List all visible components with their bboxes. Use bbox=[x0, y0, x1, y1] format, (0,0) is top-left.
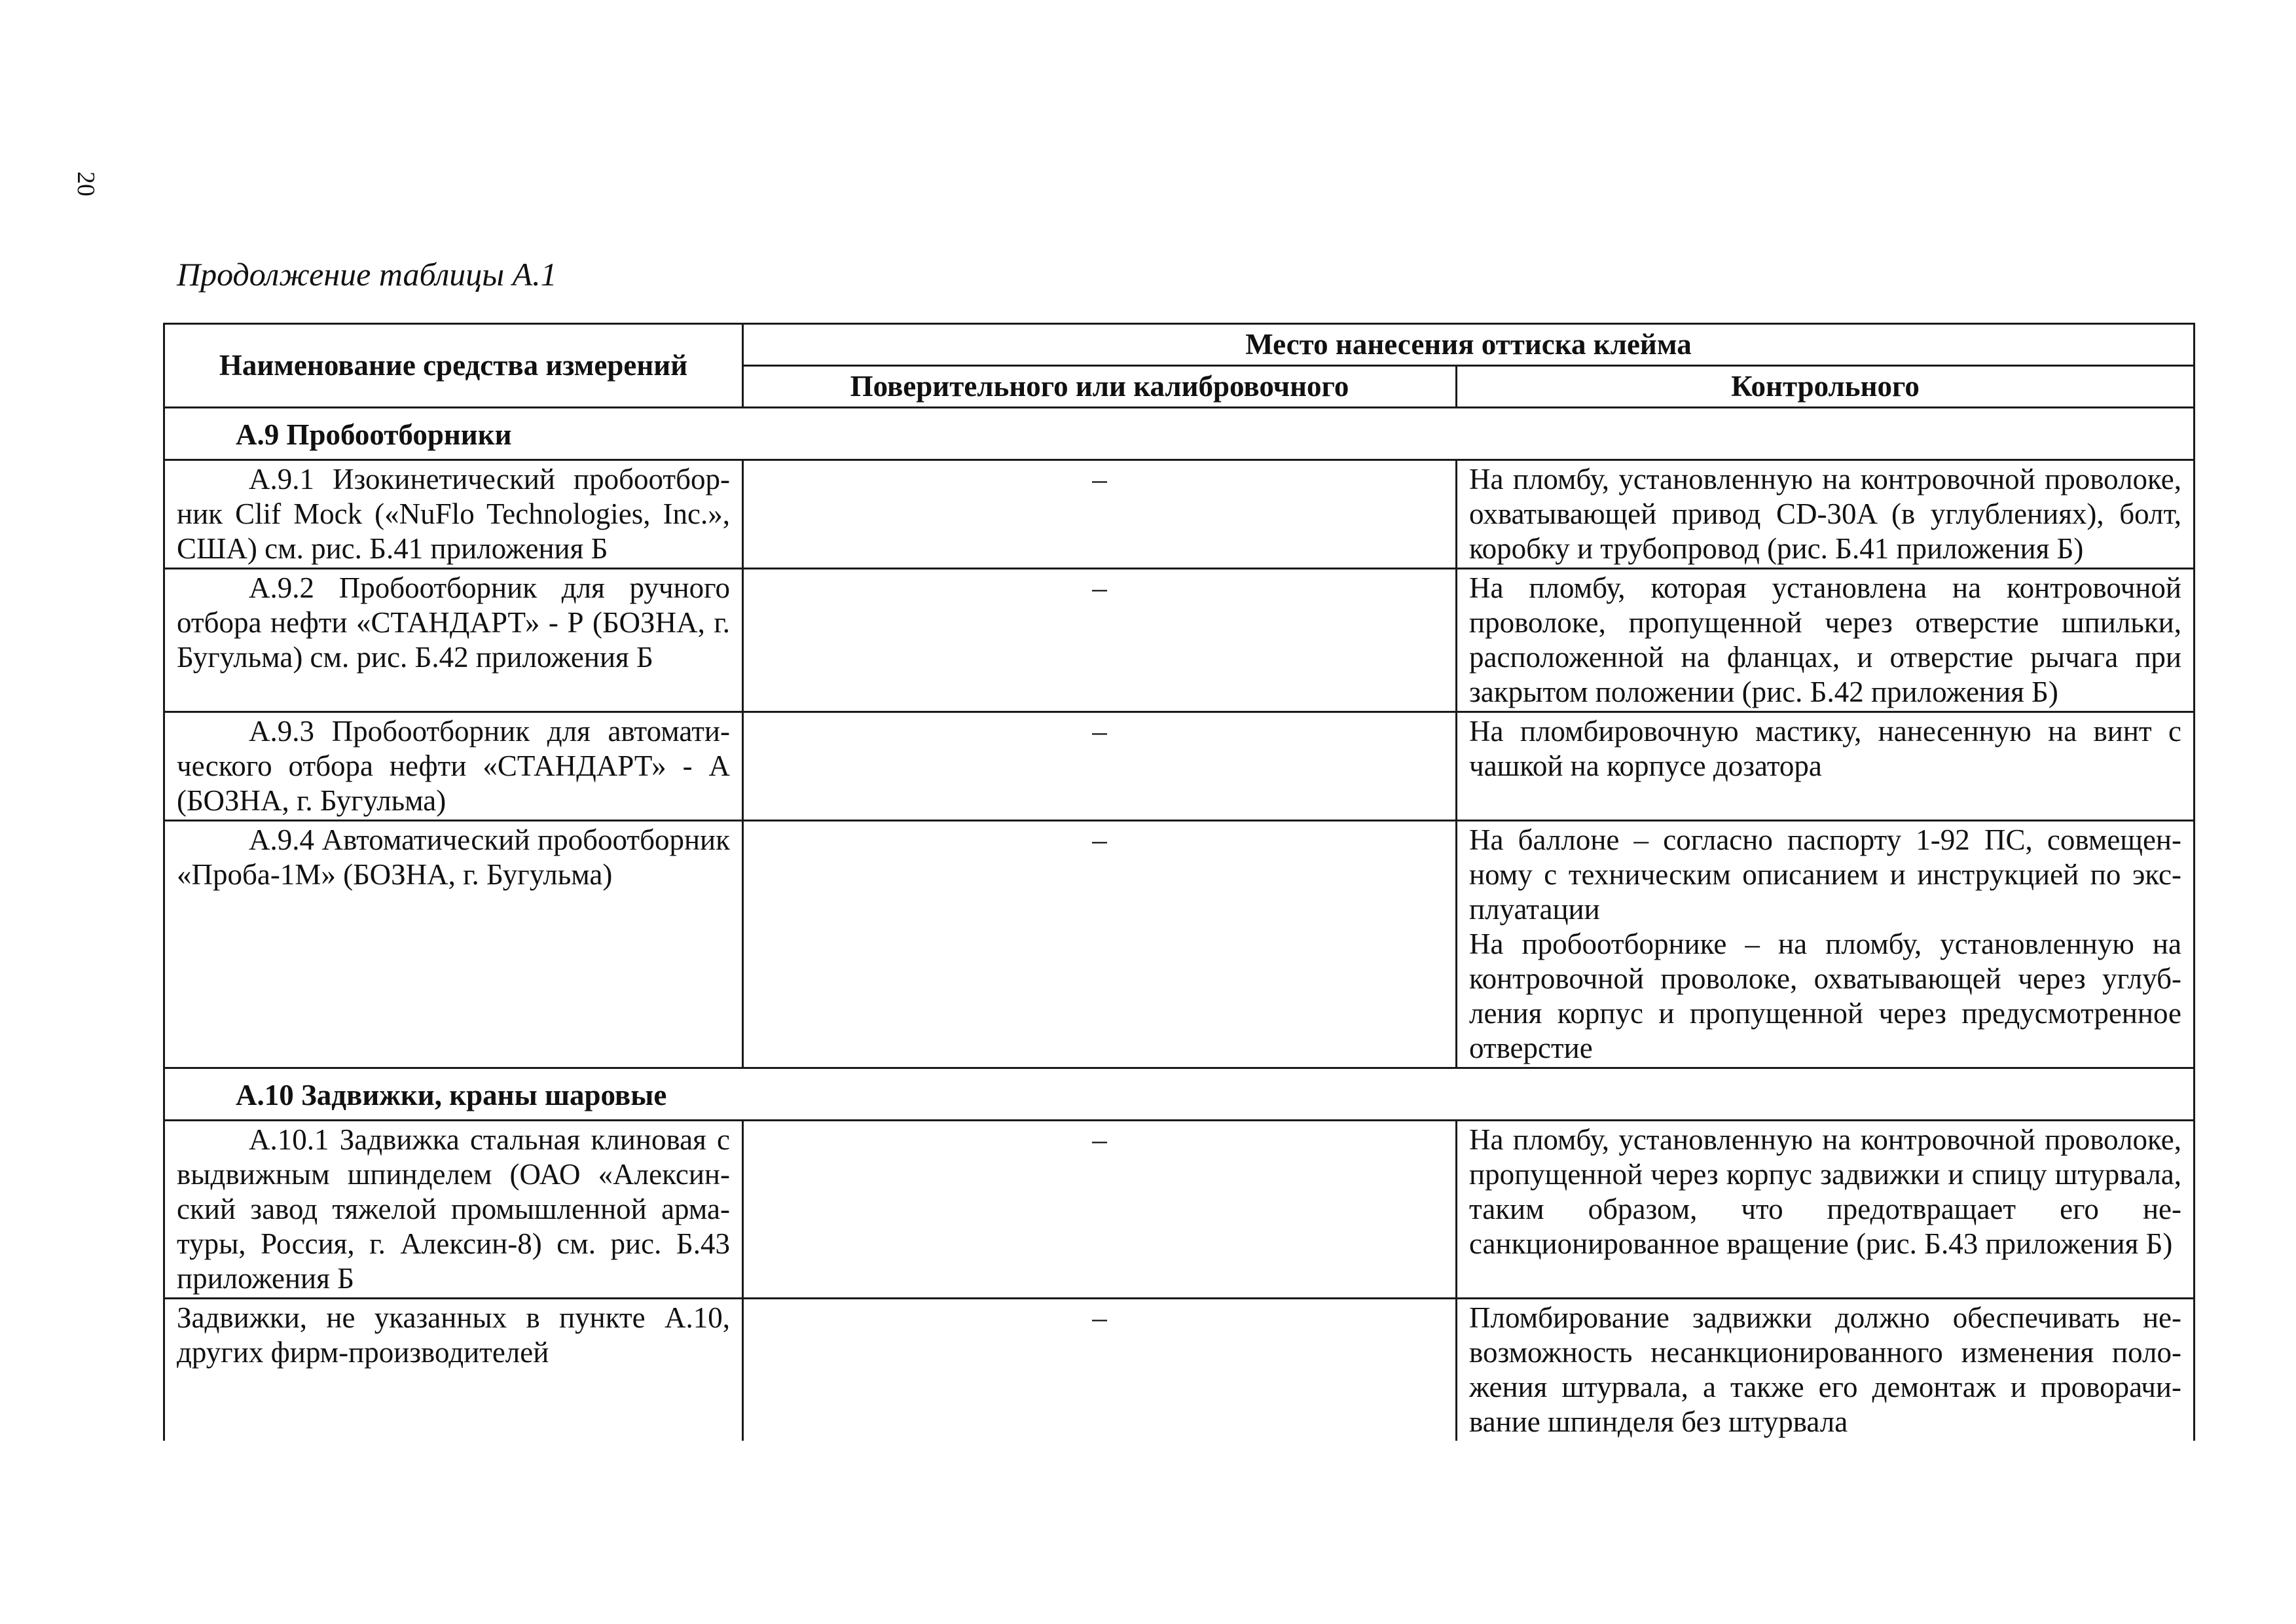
header-control-label: Контрольного bbox=[1731, 370, 1920, 403]
instrument-name: А.10.1 Задвижка стальная клиновая с выдвижным шпинделем (ОАО «Алексинский завод тяжелой промышленной арматуры, Россия, г. Алексин-8) см. рис. Б.43 приложения Б bbox=[164, 1121, 743, 1299]
header-place-cell bbox=[743, 324, 2195, 366]
header-control-cell bbox=[1457, 366, 2195, 408]
control-mark: На пломбу, установленную на контровочной проволоке, охватывающей привод CD-30A (в углублениях), болт, коробку и трубопровод (рис. Б.41 приложения Б) bbox=[1457, 460, 2195, 569]
instrument-name: А.9.1 Изокинетический пробоотборник Clif Mock («NuFlo Technologies, Inc.», США) см. рис. Б.41 приложения Б bbox=[164, 460, 743, 569]
control-mark-multi bbox=[1457, 821, 2195, 1068]
table-row bbox=[164, 821, 2195, 1068]
table-caption: Продолжение таблицы А.1 bbox=[177, 256, 557, 293]
control-mark: Пломбирование задвижки должно обеспечивать невозможность несанкционированного изменения положения штурвала, а также его демонтаж и проворачивание шпинделя без штурвала bbox=[1457, 1299, 2195, 1441]
table-row bbox=[164, 1299, 2195, 1441]
header-verify-cell bbox=[743, 366, 1457, 408]
section-row-a10 bbox=[164, 1068, 2195, 1121]
control-paragraph: На баллоне – согласно паспорту 1-92 ПС, совмещенному с техническим описанием и инструкцией по эксплуатации bbox=[1469, 823, 2181, 926]
control-mark: На пломбу, которая установлена на контровочной проволоке, пропущенной через отверстие шпильки, расположенной на фланцах, и отверстие рычага при закрытом положении (рис. Б.42 приложения Б) bbox=[1457, 569, 2195, 712]
instrument-name: А.9.4 Автоматический пробоотборник «Проба-1М» (БОЗНА, г. Бугульма) bbox=[164, 821, 743, 1068]
section-row-a9 bbox=[164, 408, 2195, 460]
control-mark: На пломбировочную мастику, нанесенную на винт с чашкой на корпусе дозатора bbox=[1457, 712, 2195, 821]
table-row bbox=[164, 712, 2195, 821]
table-row bbox=[164, 569, 2195, 712]
instrument-name: Задвижки, не указанных в пункте А.10, других фирм-производителей bbox=[164, 1299, 743, 1441]
verify-mark: – bbox=[743, 1299, 1457, 1441]
header-verify-label: Поверительного или калибровочного bbox=[850, 370, 1349, 403]
table-row bbox=[164, 460, 2195, 569]
header-place-label: Место нанесения оттиска клейма bbox=[1245, 328, 1692, 361]
section-title-a9: А.9 Пробоотборники bbox=[164, 408, 2195, 460]
instrument-name: А.9.3 Пробоотборник для автоматического отбора нефти «СТАНДАРТ» - А (БОЗНА, г. Бугульма) bbox=[164, 712, 743, 821]
marking-table bbox=[163, 323, 2195, 1441]
table-row bbox=[164, 1121, 2195, 1299]
verify-mark: – bbox=[743, 821, 1457, 1068]
control-mark: На пломбу, установленную на контровочной проволоке, пропущенной через корпус задвижки и спицу штурвала, таким образом, что предотвращает его несанкционированное вращение (рис. Б.43 приложения Б) bbox=[1457, 1121, 2195, 1299]
verify-mark: – bbox=[743, 712, 1457, 821]
header-row-1 bbox=[164, 324, 2195, 366]
header-name-cell bbox=[164, 324, 743, 408]
verify-mark: – bbox=[743, 460, 1457, 569]
header-name-label: Наименование средства измерений bbox=[219, 349, 688, 382]
instrument-name: А.9.2 Пробоотборник для ручного отбора нефти «СТАНДАРТ» - Р (БОЗНА, г. Бугульма) см. рис. Б.42 приложения Б bbox=[164, 569, 743, 712]
verify-mark: – bbox=[743, 1121, 1457, 1299]
verify-mark: – bbox=[743, 569, 1457, 712]
page-number: 20 bbox=[72, 171, 100, 196]
section-title-a10: А.10 Задвижки, краны шаровые bbox=[164, 1068, 2195, 1121]
control-paragraph: На пробоотборнике – на пломбу, установленную на контровочной проволоке, охватывающей через углубления корпус и пропущенной через предусмотренное отверстие bbox=[1469, 928, 2181, 1064]
